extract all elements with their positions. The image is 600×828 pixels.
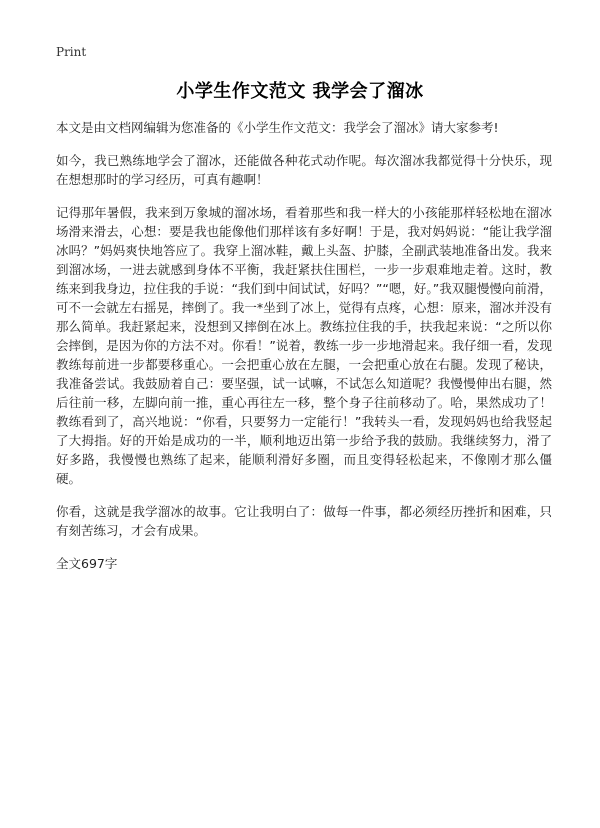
- paragraph-1: 如今，我已熟练地学会了溜冰，还能做各种花式动作呢。每次溜冰我都觉得十分快乐，现在想想那时的学习经历，可真有趣啊！: [56, 153, 552, 187]
- paragraph-3: 你看，这就是我学溜冰的故事。它让我明白了：做每一件事，都必须经历挫折和困难，只有刻苦练习，才会有成果。: [56, 504, 552, 538]
- print-label: Print: [56, 45, 87, 59]
- paragraph-2: 记得那年暑假，我来到万象城的溜冰场，看着那些和我一样大的小孩能那样轻松地在溜冰场滑来滑去，心想：要是我也能像他们那样该有多好啊！于是，我对妈妈说：“能让我学溜冰吗？”妈妈爽快地答应了。我穿上溜冰鞋，戴上头盔、护膝，全副武装地准备出发。我来到溜冰场，一进去就感到身体不平衡，我赶紧扶住围栏，一步一步艰难地走着。这时，教练来到我身边，拉住我的手说：“我们到中间试试，好吗？”“嗯，好。”我双腿慢慢向前滑，可不一会就左右摇晃，摔倒了。我一*坐到了冰上，觉得有点疼，心想：原来，溜冰并没有那么简单。我赶紧起来，没想到又摔倒在冰上。教练拉住我的手，扶我起来说：“之所以你会摔倒，是因为你的方法不对。你看！”说着，教练一步一步地滑起来。我仔细一看，发现教练每前进一步都要移重心。一会把重心放在左腿，一会把重心放在右腿。发现了秘诀，我准备尝试。我鼓励着自己：要坚强，试一试嘛，不试怎么知道呢？我慢慢伸出右腿，然后往前一移，左脚向前一推，重心再往左一移，整个身子往前移动了。哈，果然成功了！教练看到了，高兴地说：“你看，只要努力一定能行！”我转头一看，发现妈妈也给我竖起了大拇指。好的开始是成功的一半，顺利地迈出第一步给予我的鼓励。我继续努力，滑了好多路，我慢慢也熟练了起来，能顺利滑好多圈，而且变得轻松起来，不像刚才那么僵硬。: [56, 205, 552, 486]
- article-body: [56, 118, 552, 573]
- page-title: 小学生作文范文 我学会了溜冰: [176, 81, 424, 102]
- intro-paragraph: 本文是由文档网编辑为您准备的《小学生作文范文：我学会了溜冰》请大家参考!: [56, 120, 499, 135]
- word-count: 全文697字: [56, 556, 118, 571]
